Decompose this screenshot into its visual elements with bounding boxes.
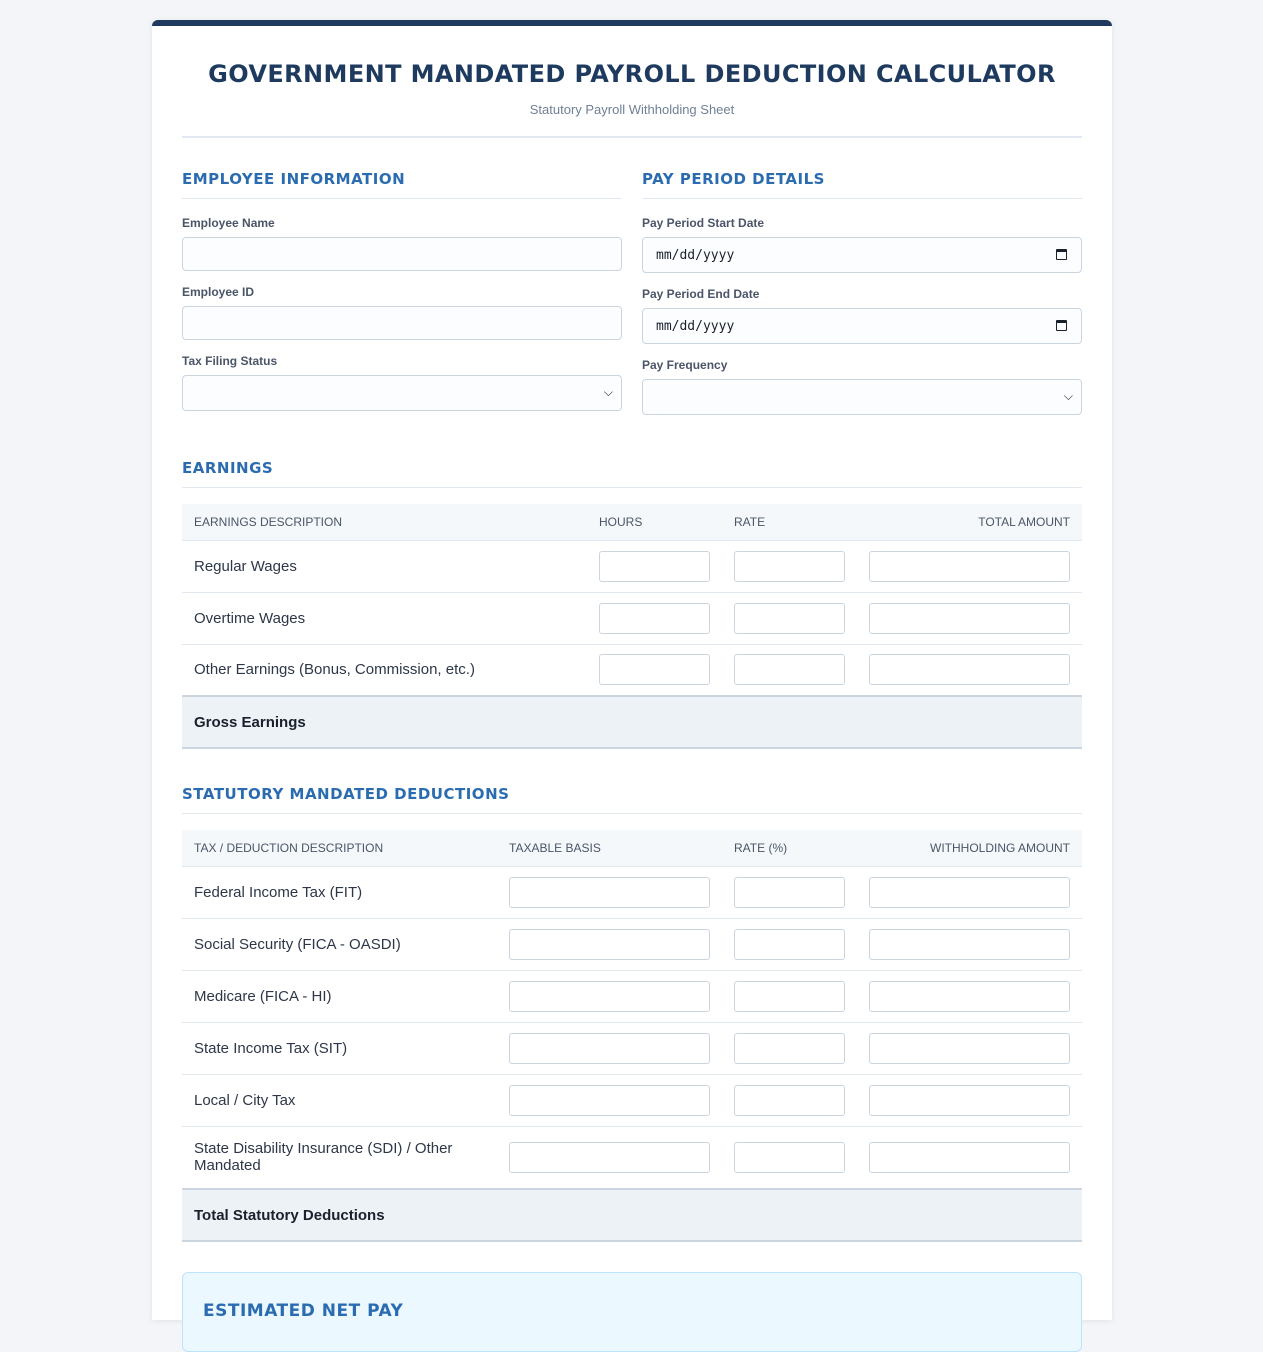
taxable-basis-input[interactable] — [509, 877, 710, 908]
earnings-section — [182, 459, 1082, 749]
earnings-description: Other Earnings (Bonus, Commission, etc.) — [182, 644, 587, 696]
rate-percent-input[interactable] — [734, 877, 845, 908]
total-deductions-label: Total Statutory Deductions — [182, 1189, 1082, 1241]
column-header: RATE — [722, 504, 857, 540]
start-date-placeholder: mm/dd/yyyy — [656, 248, 735, 263]
pay-period-start-label: Pay Period Start Date — [642, 216, 765, 230]
deductions-section — [182, 785, 1082, 1242]
table-row — [182, 1022, 1082, 1074]
employee-id-input[interactable] — [182, 306, 622, 340]
withholding-amount-input[interactable] — [869, 877, 1070, 908]
earnings-description: Overtime Wages — [182, 592, 587, 644]
total-amount-input[interactable] — [869, 551, 1070, 582]
employee-name-label: Employee Name — [182, 216, 275, 230]
earnings-table — [182, 504, 1082, 749]
rate-input[interactable] — [734, 654, 845, 685]
chevron-down-icon: ⌵ — [603, 385, 613, 399]
deductions-title: STATUTORY MANDATED DEDUCTIONS — [182, 785, 1082, 814]
column-header: EARNINGS DESCRIPTION — [182, 504, 587, 540]
employee-information-section — [182, 170, 622, 415]
taxable-basis-input[interactable] — [509, 1085, 710, 1116]
hours-input[interactable] — [599, 551, 710, 582]
deduction-description: Local / City Tax — [182, 1074, 497, 1126]
hours-input[interactable] — [599, 654, 710, 685]
rate-percent-input[interactable] — [734, 1142, 845, 1173]
net-pay-title: ESTIMATED NET PAY — [203, 1301, 404, 1321]
earnings-title: EARNINGS — [182, 459, 1082, 488]
total-amount-input[interactable] — [869, 603, 1070, 634]
deduction-description: State Disability Insurance (SDI) / Other Mandated — [182, 1126, 497, 1189]
employee-name-input[interactable] — [182, 237, 622, 271]
pay-period-end-input[interactable] — [642, 308, 1082, 344]
withholding-amount-input[interactable] — [869, 1142, 1070, 1173]
rate-percent-input[interactable] — [734, 981, 845, 1012]
rate-percent-input[interactable] — [734, 1033, 845, 1064]
deduction-description: Social Security (FICA - OASDI) — [182, 918, 497, 970]
total-deductions-row — [182, 1189, 1082, 1241]
calendar-icon[interactable] — [1056, 320, 1067, 331]
column-header: RATE (%) — [722, 830, 857, 866]
table-row — [182, 644, 1082, 696]
earnings-header-row — [182, 504, 1082, 540]
tax-filing-status-label: Tax Filing Status — [182, 354, 278, 368]
end-date-placeholder: mm/dd/yyyy — [656, 319, 735, 334]
table-row — [182, 592, 1082, 644]
employee-information-title: EMPLOYEE INFORMATION — [182, 170, 622, 199]
withholding-amount-input[interactable] — [869, 981, 1070, 1012]
column-header: TOTAL AMOUNT — [857, 504, 1082, 540]
total-amount-input[interactable] — [869, 654, 1070, 685]
rate-percent-input[interactable] — [734, 929, 845, 960]
withholding-amount-input[interactable] — [869, 1085, 1070, 1116]
earnings-description: Regular Wages — [182, 540, 587, 592]
page-title: GOVERNMENT MANDATED PAYROLL DEDUCTION CALCULATOR — [208, 60, 1056, 88]
form-header — [182, 26, 1082, 138]
taxable-basis-input[interactable] — [509, 1033, 710, 1064]
gross-earnings-label: Gross Earnings — [182, 696, 1082, 748]
pay-frequency-label: Pay Frequency — [642, 358, 728, 372]
payroll-form-card — [152, 20, 1112, 1320]
deductions-table — [182, 830, 1082, 1242]
column-header: WITHHOLDING AMOUNT — [857, 830, 1082, 866]
gross-earnings-row — [182, 696, 1082, 748]
hours-input[interactable] — [599, 603, 710, 634]
column-header: TAXABLE BASIS — [497, 830, 722, 866]
rate-input[interactable] — [734, 603, 845, 634]
net-pay-panel — [182, 1272, 1082, 1352]
taxable-basis-input[interactable] — [509, 981, 710, 1012]
employee-id-label: Employee ID — [182, 285, 255, 299]
pay-period-end-label: Pay Period End Date — [642, 287, 760, 301]
deductions-header-row — [182, 830, 1082, 866]
rate-percent-input[interactable] — [734, 1085, 845, 1116]
chevron-down-icon: ⌵ — [1063, 389, 1073, 403]
withholding-amount-input[interactable] — [869, 1033, 1070, 1064]
table-row — [182, 540, 1082, 592]
deduction-description: State Income Tax (SIT) — [182, 1022, 497, 1074]
table-row — [182, 918, 1082, 970]
info-columns — [182, 170, 1082, 415]
tax-filing-status-select[interactable] — [182, 375, 622, 411]
deduction-description: Medicare (FICA - HI) — [182, 970, 497, 1022]
calendar-icon[interactable] — [1056, 249, 1067, 260]
rate-input[interactable] — [734, 551, 845, 582]
column-header: TAX / DEDUCTION DESCRIPTION — [182, 830, 497, 866]
table-row — [182, 1074, 1082, 1126]
pay-frequency-select[interactable] — [642, 379, 1082, 415]
table-row — [182, 866, 1082, 918]
page-subtitle: Statutory Payroll Withholding Sheet — [529, 102, 735, 117]
table-row — [182, 970, 1082, 1022]
table-row — [182, 1126, 1082, 1189]
deduction-description: Federal Income Tax (FIT) — [182, 866, 497, 918]
pay-period-start-input[interactable] — [642, 237, 1082, 273]
taxable-basis-input[interactable] — [509, 929, 710, 960]
taxable-basis-input[interactable] — [509, 1142, 710, 1173]
pay-period-title: PAY PERIOD DETAILS — [642, 170, 1082, 199]
withholding-amount-input[interactable] — [869, 929, 1070, 960]
column-header: HOURS — [587, 504, 722, 540]
pay-period-section — [642, 170, 1082, 415]
